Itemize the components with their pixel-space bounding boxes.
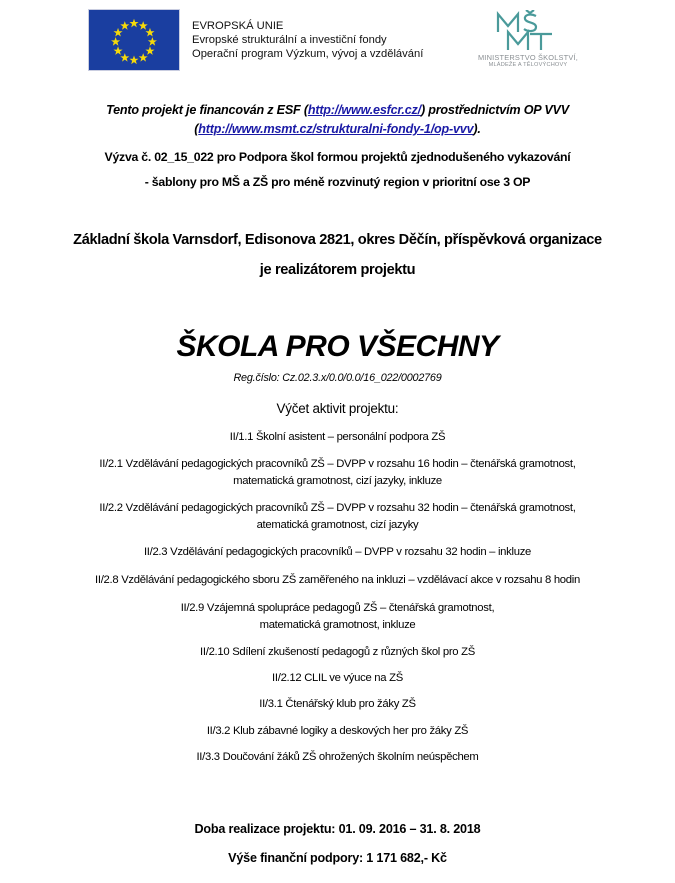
msmt-caption [464, 53, 592, 69]
activity-item: II/1.1 Školní asistent – personální podpora ZŠ [229, 431, 446, 443]
eu-funds-line: Evropské strukturální a investiční fondy [192, 34, 387, 46]
eu-program-line: Operační program Výzkum, vývoj a vzdělávání [192, 48, 424, 60]
esf-link[interactable]: http://www.esfcr.cz/ [307, 103, 421, 117]
msmt-logo [464, 10, 592, 74]
activity-item: II/2.8 Vzdělávání pedagogického sboru ZŠ zaměřeného na inkluzi – vzdělávací akce v rozsahu 8 hodin [95, 574, 580, 586]
funding-amount: Výše finanční podpory: 1 171 682,- Kč [228, 851, 447, 865]
implementer-school: Základní škola Varnsdorf, Edisonova 2821, okres Děčín, příspěvková organizace [73, 232, 602, 248]
funding-statement-line2: (http://www.msmt.cz/strukturalni-fondy-1/op-vvv). [194, 122, 481, 136]
activity-item: II/2.10 Sdílení zkušeností pedagogů z různých škol pro ZŠ [200, 646, 475, 658]
activity-item: II/2.12 CLIL ve výuce na ZŠ [272, 672, 403, 684]
implementer-role: je realizátorem projektu [259, 262, 416, 278]
funding-statement-line1: Tento projekt je financován z ESF (http://www.esfcr.cz/) prostřednictvím OP VVV [106, 103, 569, 117]
activities-heading: Výčet aktivit projektu: [276, 401, 399, 416]
eu-program-text [192, 19, 423, 61]
activity-item: II/2.1 Vzdělávání pedagogických pracovníků ZŠ – DVPP v rozsahu 16 hodin – čtenářská gramotnost, matematická gramotnost, cizí jazyky, inkluze [99, 458, 576, 487]
project-duration: Doba realizace projektu: 01. 09. 2016 – 31. 8. 2018 [194, 822, 481, 836]
activity-item: II/2.3 Vzdělávání pedagogických pracovníků – DVPP v rozsahu 32 hodin – inkluze [143, 546, 532, 558]
activity-item: II/3.3 Doučování žáků ZŠ ohrožených školním neúspěchem [196, 751, 479, 763]
msmt-caption-line1: MINISTERSTVO ŠKOLSTVÍ, [477, 53, 579, 62]
call-line2: - šablony pro MŠ a ZŠ pro méně rozvinutý region v prioritní ose 3 OP [144, 175, 531, 189]
eu-title: EVROPSKÁ UNIE [192, 20, 284, 32]
activity-item: II/3.2 Klub zábavné logiky a deskových her pro žáky ZŠ [206, 725, 469, 737]
call-line1: Výzva č. 02_15_022 pro Podpora škol formou projektů zjednodušeného vykazování [104, 150, 571, 164]
registration-number: Reg.číslo: Cz.02.3.x/0.0/0.0/16_022/0002769 [233, 372, 442, 384]
msmt-opvvv-link[interactable]: http://www.msmt.cz/strukturalni-fondy-1/op-vvv [198, 122, 474, 136]
msmt-caption-line2: MLÁDEŽE A TĚLOVÝCHOVY [488, 62, 568, 68]
activity-item: II/2.9 Vzájemná spolupráce pedagogů ZŠ – čtenářská gramotnost, matematická gramotnost, inkluze [180, 602, 495, 631]
project-title: ŠKOLA PRO VŠECHNY [176, 330, 499, 363]
eu-flag-icon [88, 9, 180, 71]
activity-item: II/2.2 Vzdělávání pedagogických pracovníků ZŠ – DVPP v rozsahu 32 hodin – čtenářská gramotnost, atematická gramotnost, cizí jazyky [99, 502, 576, 531]
activity-item: II/3.1 Čtenářský klub pro žáky ZŠ [259, 698, 416, 710]
msmt-monogram-icon [494, 10, 558, 52]
